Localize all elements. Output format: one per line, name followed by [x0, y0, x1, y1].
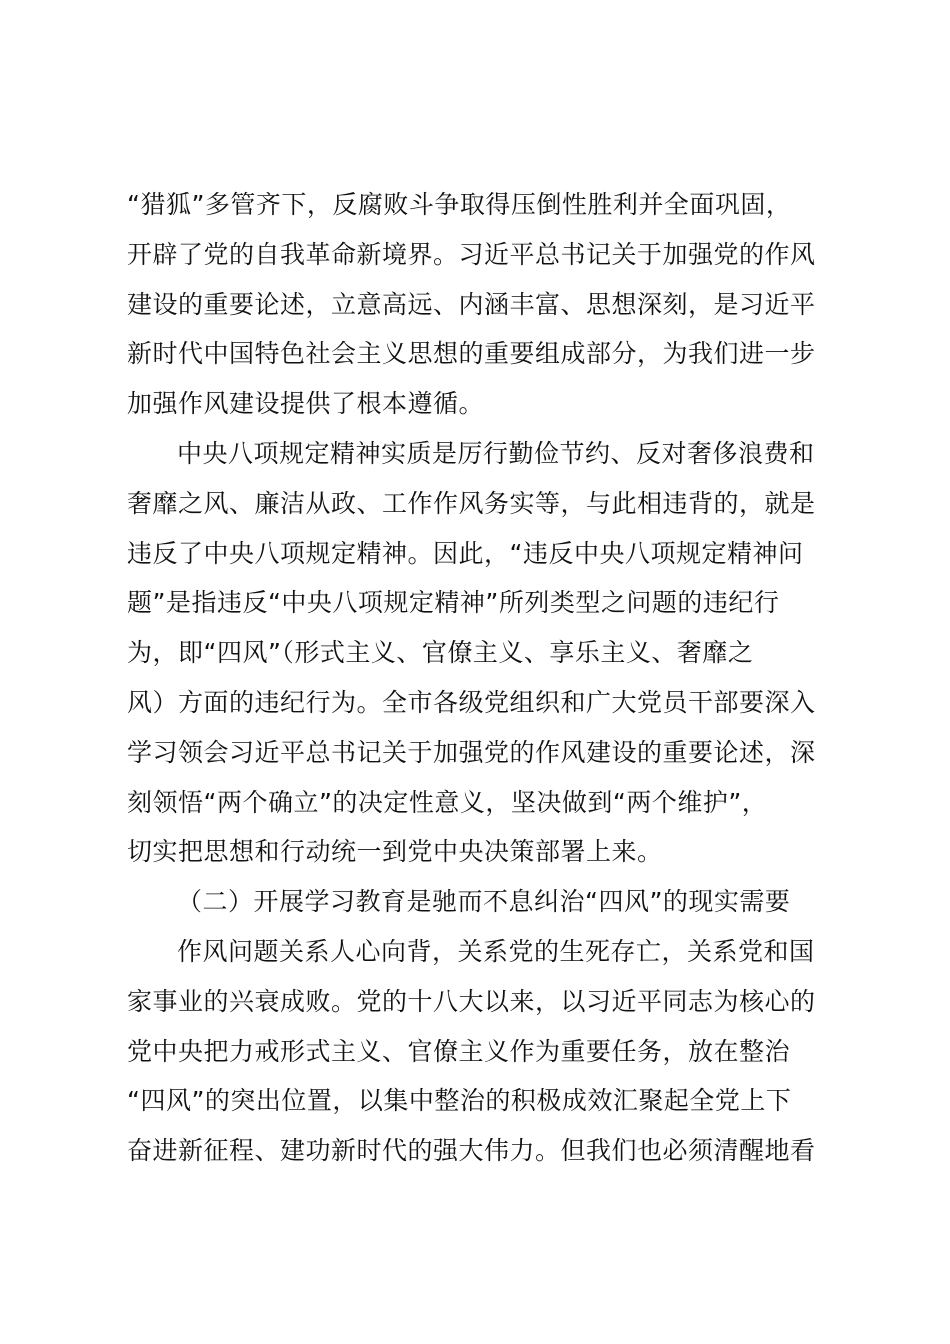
text-line-10: 为，即“四风”（形式主义、官僚主义、享乐主义、奢靡之: [127, 638, 754, 668]
text-line-9: 题”是指违反“中央八项规定精神”所列类型之问题的违纪行: [127, 588, 780, 618]
text-line-7: 奢靡之风、廉洁从政、工作作风务实等，与此相违背的，就是: [127, 488, 816, 518]
text-line-13: 刻领悟“两个确立”的决定性意义，坚决做到“两个维护”，: [127, 787, 768, 817]
text-line-17: 家事业的兴衰成败。党的十八大以来，以习近平同志为核心的: [127, 986, 816, 1016]
text-line-5: 加强作风建设提供了根本遵循。: [127, 389, 485, 419]
text-line-14: 切实把思想和行动统一到党中央决策部署上来。: [127, 837, 663, 867]
text-line-12: 学习领会习近平总书记关于加强党的作风建设的重要论述，深: [127, 737, 816, 767]
text-line-11: 风）方面的违纪行为。全市各级党组织和广大党员干部要深入: [127, 687, 816, 717]
document-body: [127, 180, 837, 1176]
text-line-3: 建设的重要论述，立意高远、内涵丰富、思想深刻，是习近平: [127, 289, 816, 319]
text-line-18: 党中央把力戒形式主义、官僚主义作为重要任务，放在整治: [127, 1036, 791, 1066]
text-line-8: 违反了中央八项规定精神。因此，“违反中央八项规定精神问: [127, 538, 804, 568]
text-line-2: 开辟了党的自我革命新境界。习近平总书记关于加强党的作风: [127, 239, 816, 269]
text-line-16: 作风问题关系人心向背，关系党的生死存亡，关系党和国: [177, 936, 815, 966]
text-line-6: 中央八项规定精神实质是厉行勤俭节约、反对奢侈浪费和: [177, 438, 815, 468]
text-line-19: “四风”的突出位置，以集中整治的积极成效汇聚起全党上下: [127, 1086, 792, 1116]
section-heading: （二）开展学习教育是驰而不息纠治“四风”的现实需要: [177, 887, 791, 917]
text-line-20: 奋进新征程、建功新时代的强大伟力。但我们也必须清醒地看: [127, 1136, 816, 1166]
text-line-1: “猎狐”多管齐下，反腐败斗争取得压倒性胜利并全面巩固，: [127, 190, 792, 219]
text-line-4: 新时代中国特色社会主义思想的重要组成部分，为我们进一步: [127, 339, 816, 369]
